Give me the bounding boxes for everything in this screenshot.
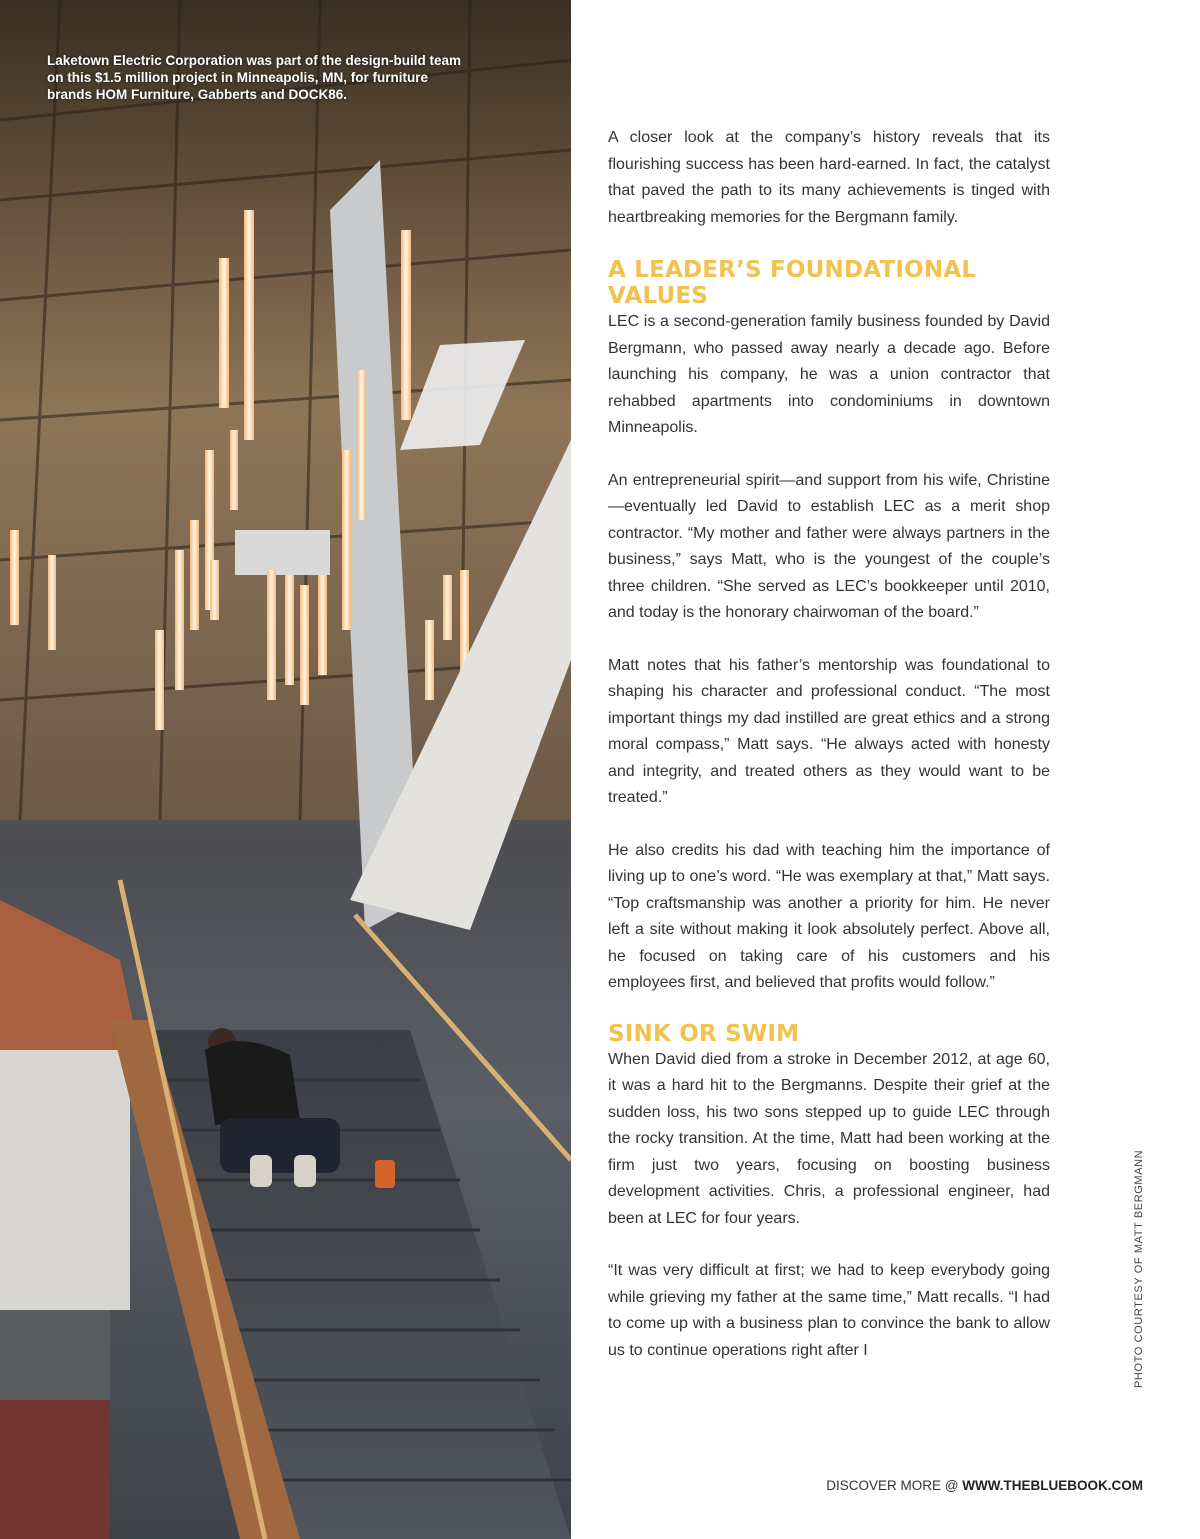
photo-credit: PHOTO COURTESY OF MATT BERGMANN: [1133, 1149, 1145, 1388]
footer-prefix: DISCOVER MORE @: [826, 1478, 963, 1493]
article-body: [608, 125, 1050, 1390]
paragraph: He also credits his dad with teaching him the importance of living up to one’s word. “He was exemplary at that,” Matt says. “Top craftsmanship was another a priority for him. He never left a site without making it look absolutely perfect. Above all, he focused on taking care of his customers and his employees first, and believed that profits would follow.”: [608, 841, 1050, 991]
footer: [826, 1478, 1143, 1493]
paragraph: Matt notes that his father’s mentorship was foundational to shaping his character and professional conduct. “The most important things my dad instilled are great ethics and a strong moral compass,” Matt says. “He always acted with honesty and integrity, and treated others as they would want to be treated.”: [608, 656, 1050, 806]
footer-url-link[interactable]: WWW.THEBLUEBOOK.COM: [962, 1478, 1143, 1493]
feature-photo: [0, 0, 571, 1539]
section-heading-foundational-values: A LEADER’S FOUNDATIONAL VALUES: [608, 257, 977, 309]
paragraph: When David died from a stroke in December 2012, at age 60, it was a hard hit to the Bergmanns. Despite their grief at the sudden loss, his two sons stepped up to guide LEC through the rocky transition. At the time, Matt had been working at the firm just two years, focusing on boosting business development activities. Chris, a professional engineer, had been at LEC for four years.: [608, 1050, 1050, 1227]
paragraph: LEC is a second-generation family business founded by David Bergmann, who passed away nearly a decade ago. Before launching his company, he was a union contractor that rehabbed apartments into condominiums in downtown Minneapolis.: [608, 313, 1050, 436]
paragraph: An entrepreneurial spirit—and support from his wife, Christine—eventually led David to establish LEC as a merit shop contractor. “My mother and father were always partners in the business,” says Matt, who is the youngest of the couple’s three children. “She served as LEC’s bookkeeper until 2010, and today is the honorary chairwoman of the board.”: [608, 471, 1050, 621]
photo-caption: Laketown Electric Corporation was part of the design-build team on this $1.5 million project in Minneapolis, MN, for furniture brands HOM Furniture, Gabberts and DOCK86.: [47, 53, 462, 102]
intro-paragraph: A closer look at the company’s history reveals that its flourishing success has been hard-earned. In fact, the catalyst that paved the path to its many achievements is tinged with heartbreaking memories for the Bergmann family.: [608, 129, 1050, 226]
staircase-illustration: [0, 0, 571, 1539]
section-heading-sink-or-swim: SINK OR SWIM: [608, 1020, 800, 1047]
paragraph: “It was very difficult at first; we had to keep everybody going while grieving my father at the same time,” Matt recalls. “I had to come up with a business plan to convince the bank to allow us to continue operations right after I: [608, 1262, 1050, 1359]
